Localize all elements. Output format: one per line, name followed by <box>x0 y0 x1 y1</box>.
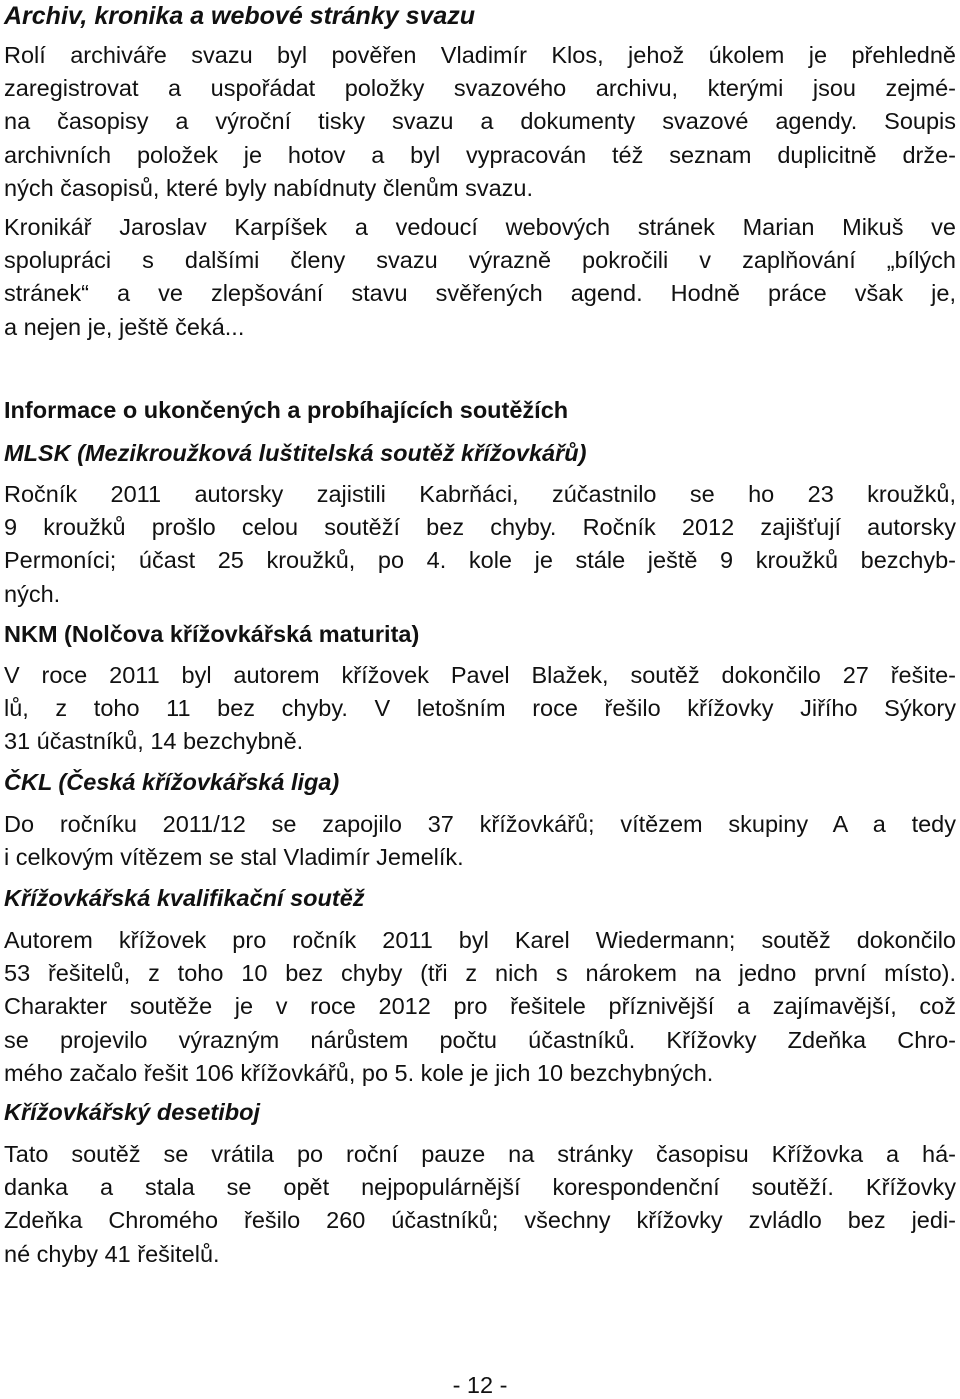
text-line: Autorem křížovek pro ročník 2011 byl Karel Wiedermann; soutěž dokončilo <box>4 927 956 953</box>
text-line: ných. <box>4 580 61 607</box>
text-line: Rolí archiváře svazu byl pověřen Vladimír Klos, jehož úkolem je přehledně <box>4 42 956 68</box>
text-line: Do ročníku 2011/12 se zapojilo 37 křížovkářů; vítězem skupiny A a tedy <box>4 811 956 837</box>
text-line: ných časopisů, které byly nabídnuty členům svazu. <box>4 174 534 201</box>
text-line: archivních položek je hotov a byl vypracován též seznam duplicitně drže- <box>4 141 956 168</box>
text-line: 31 účastníků, 14 bezchybně. <box>4 728 304 755</box>
text-line: zaregistrovat a uspořádat položky svazového archivu, kterými jsou zejmé- <box>4 75 956 102</box>
nkm-paragraph <box>4 659 956 759</box>
text-line: Zdeňka Chromého řešilo 260 účastníků; všechny křížovky zvládlo bez jedi- <box>4 1207 956 1234</box>
mlsk-paragraph <box>4 478 956 611</box>
kks-paragraph <box>4 924 956 1090</box>
nkm-heading-text: NKM (Nolčova křížovkářská maturita) <box>4 621 420 647</box>
kks-heading: Křížovkářská kvalifikační soutěž <box>4 885 365 911</box>
text-line: danka a stala se opět nejpopulárnější korespondenční soutěží. Křížovky <box>4 1174 956 1201</box>
text-line: mého začalo řešit 106 křížovkářů, po 5. kole je jich 10 bezchybných. <box>4 1059 714 1086</box>
text-line: lů, z toho 11 bez chyby. V letošním roce řešilo křížovky Jiřího Sýkory <box>4 695 956 722</box>
text-line: spolupráci s dalšími členy svazu výrazně pokročili v zaplňování „bílých <box>4 247 956 274</box>
mlsk-heading: MLSK (Mezikroužková luštitelská soutěž křížovkářů) <box>4 440 587 466</box>
ckl-heading: ČKL (Česká křížovkářská liga) <box>4 769 340 795</box>
text-line: Kronikář Jaroslav Karpíšek a vedoucí webových stránek Marian Mikuš ve <box>4 214 956 240</box>
archive-paragraph-1 <box>4 39 956 205</box>
document-page <box>4 0 956 1399</box>
competitions-heading: Informace o ukončených a probíhajících soutěžích <box>4 397 569 423</box>
page-title: Archiv, kronika a webové stránky svazu <box>4 2 476 30</box>
text-line: stránek“ a ve zlepšování stavu svěřených agend. Hodně práce však je, <box>4 280 956 307</box>
text-line: se projevilo výrazným nárůstem počtu účastníků. Křížovky Zdeňka Chro- <box>4 1026 956 1053</box>
text-line: i celkovým vítězem se stal Vladimír Jemelík. <box>4 844 464 871</box>
text-line: Charakter soutěže je v roce 2012 pro řešitele příznivější a zajímavější, což <box>4 993 956 1020</box>
text-line: 9 kroužků prošlo celou soutěží bez chyby. Ročník 2012 zajišťují autorsky <box>4 514 956 541</box>
text-line: 53 řešitelů, z toho 10 bez chyby (tři z nich s nárokem na jedno první místo). <box>4 960 956 987</box>
text-line: na časopisy a výroční tisky svazu a dokumenty svazové agendy. Soupis <box>4 108 956 135</box>
archive-paragraph-2 <box>4 211 956 344</box>
ckl-paragraph <box>4 808 956 874</box>
text-line: Ročník 2011 autorsky zajistili Kabrňáci, zúčastnilo se ho 23 kroužků, <box>4 481 956 507</box>
text-line: né chyby 41 řešitelů. <box>4 1240 220 1267</box>
desetiboj-paragraph <box>4 1138 956 1271</box>
desetiboj-heading: Křížovkářský desetiboj <box>4 1099 260 1125</box>
text-line: a nejen je, ještě čeká... <box>4 313 245 340</box>
page-number: - 12 - <box>452 1372 508 1398</box>
nkm-heading <box>4 618 419 650</box>
text-line: Tato soutěž se vrátila po roční pauze na stránky časopisu Křížovka a há- <box>4 1141 956 1167</box>
text-line: V roce 2011 byl autorem křížovek Pavel Blažek, soutěž dokončilo 27 řešite- <box>4 662 956 688</box>
text-line: Permoníci; účast 25 kroužků, po 4. kole je stále ještě 9 kroužků bezchyb- <box>4 547 956 574</box>
